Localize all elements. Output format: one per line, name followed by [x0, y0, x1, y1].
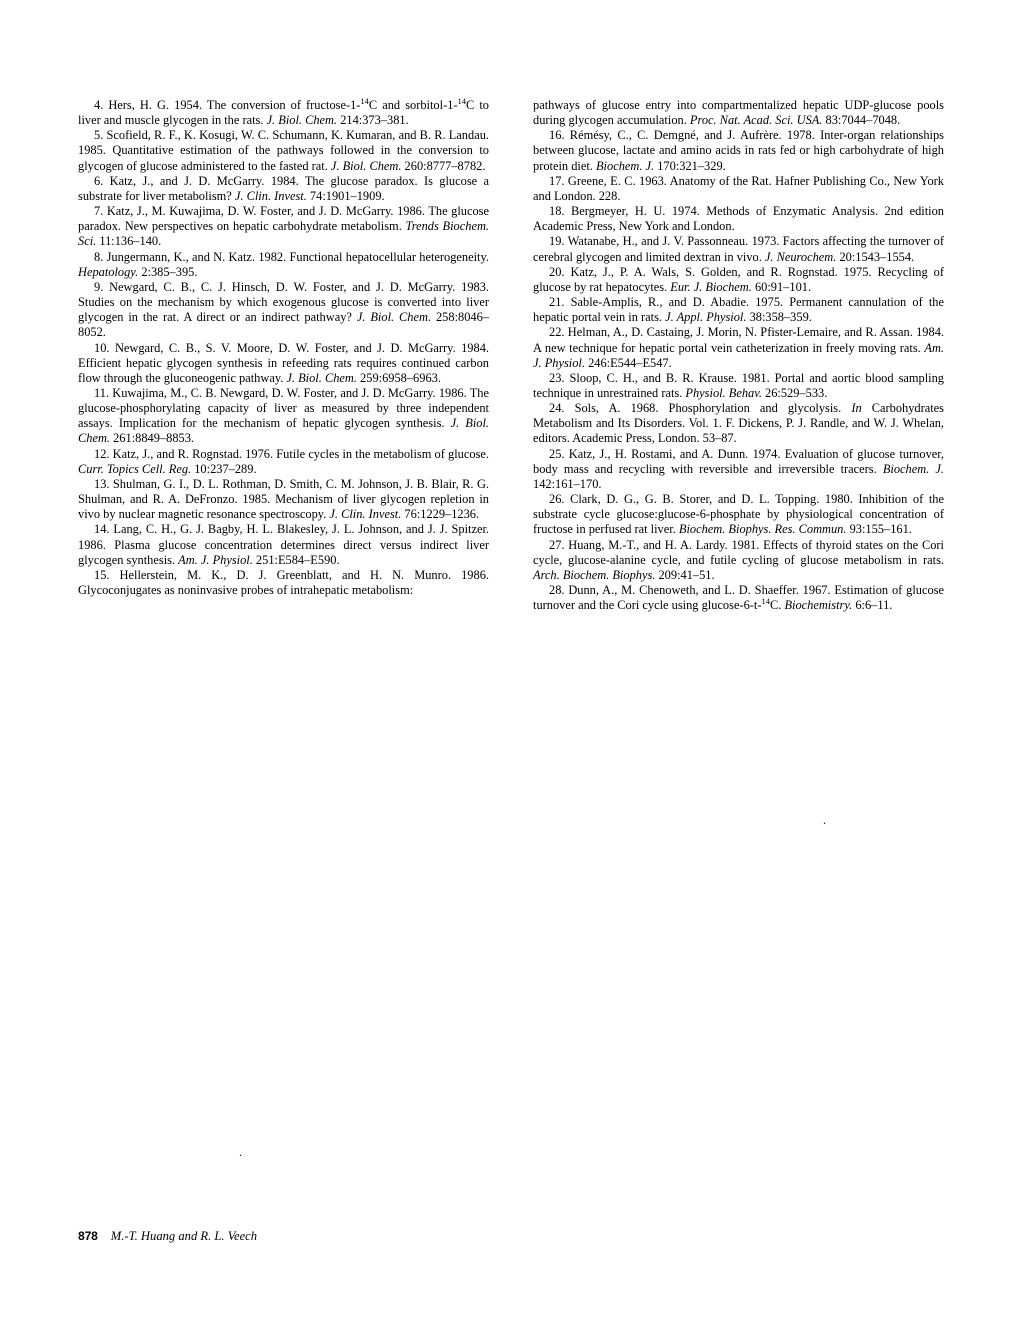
- reference-item: 27. Huang, M.-T., and H. A. Lardy. 1981. Effects of thyroid states on the Cori cycle, glucose-alanine cycle, and futile cycling of glucose metabolism in rats. Arch. Biochem. Biophys. 209:41–51.: [533, 537, 944, 582]
- reference-item: 6. Katz, J., and J. D. McGarry. 1984. The glucose paradox. Is glucose a substrate for liver metabolism? J. Clin. Invest. 74:1901–1909.: [78, 173, 489, 203]
- page-number: 878: [78, 1229, 98, 1243]
- footer-authors: M.-T. Huang and R. L. Veech: [110, 1229, 258, 1243]
- left-column: [78, 95, 489, 613]
- reference-item: 17. Greene, E. C. 1963. Anatomy of the Rat. Hafner Publishing Co., New York and London. 228.: [533, 173, 944, 203]
- page-footer: [78, 1229, 944, 1244]
- reference-item: 11. Kuwajima, M., C. B. Newgard, D. W. Foster, and J. D. McGarry. 1986. The glucose-phosphorylating capacity of liver as measured by three independent assays. Implication for the mechanism of hepatic glycogen synthesis. J. Biol. Chem. 261:8849–8853.: [78, 385, 489, 446]
- reference-item: 7. Katz, J., M. Kuwajima, D. W. Foster, and J. D. McGarry. 1986. The glucose paradox. New perspectives on hepatic carbohydrate metabolism. Trends Biochem. Sci. 11:136–140.: [78, 204, 489, 249]
- reference-item: 26. Clark, D. G., G. B. Storer, and D. L. Topping. 1980. Inhibition of the substrate cycle glucose:glucose-6-phosphate by physiological concentration of fructose in perfused rat liver. Biochem. Biophys. Res. Commun. 93:155–161.: [533, 492, 944, 537]
- reference-columns: [78, 95, 944, 613]
- reference-item: 19. Watanabe, H., and J. V. Passonneau. 1973. Factors affecting the turnover of cerebral glycogen and limited dextran in vivo. J. Neurochem. 20:1543–1554.: [533, 234, 944, 264]
- reference-item: 22. Helman, A., D. Castaing, J. Morin, N. Pfister-Lemaire, and R. Assan. 1984. A new technique for hepatic portal vein catheterization in freely moving rats. Am. J. Physiol. 246:E544–E547.: [533, 325, 944, 370]
- stray-mark-right: .: [823, 813, 826, 827]
- reference-item: 12. Katz, J., and R. Rognstad. 1976. Futile cycles in the metabolism of glucose. Curr. Topics Cell. Reg. 10:237–289.: [78, 446, 489, 476]
- reference-item: 14. Lang, C. H., G. J. Bagby, H. L. Blakesley, J. L. Johnson, and J. J. Spitzer. 1986. Plasma glucose concentration determines direct versus indirect liver glycogen synthesis. Am. J. Physiol. 251:E584–E590.: [78, 522, 489, 567]
- reference-item: 20. Katz, J., P. A. Wals, S. Golden, and R. Rognstad. 1975. Recycling of glucose by rat hepatocytes. Eur. J. Biochem. 60:91–101.: [533, 264, 944, 294]
- reference-item: 23. Sloop, C. H., and B. R. Krause. 1981. Portal and aortic blood sampling technique in unrestrained rats. Physiol. Behav. 26:529–533.: [533, 370, 944, 400]
- reference-item: 28. Dunn, A., M. Chenoweth, and L. D. Shaeffer. 1967. Estimation of glucose turnover and the Cori cycle using glucose-6-t-$^{14}$C. Biochemistry. 6:6–11.: [533, 583, 944, 613]
- reference-item: 13. Shulman, G. I., D. L. Rothman, D. Smith, C. M. Johnson, J. B. Blair, R. G. Shulman, and R. A. DeFronzo. 1985. Mechanism of liver glycogen repletion in vivo by nuclear magnetic resonance spectroscopy. J. Clin. Invest. 76:1229–1236.: [78, 476, 489, 522]
- reference-item-continuation: pathways of glucose entry into compartmentalized hepatic UDP-glucose pools during glycogen accumulation. Proc. Nat. Acad. Sci. USA. 83:7044–7048.: [533, 98, 944, 128]
- reference-item: 10. Newgard, C. B., S. V. Moore, D. W. Foster, and J. D. McGarry. 1984. Efficient hepatic glycogen synthesis in refeeding rats requires continued carbon flow through the gluconeogenic pathway. J. Biol. Chem. 259:6958–6963.: [78, 340, 489, 385]
- reference-item: 4. Hers, H. G. 1954. The conversion of fructose-1-$^{14}$C and sorbitol-1-$^{14}$C to liver and muscle glycogen in the rats. J. Biol. Chem. 214:373–381.: [78, 95, 489, 128]
- right-column: [533, 98, 944, 613]
- reference-item: 21. Sable-Amplis, R., and D. Abadie. 1975. Permanent cannulation of the hepatic portal vein in rats. J. Appl. Physiol. 38:358–359.: [533, 295, 944, 325]
- reference-item: 18. Bergmeyer, H. U. 1974. Methods of Enzymatic Analysis. 2nd edition Academic Press, New York and London.: [533, 204, 944, 234]
- reference-item: 25. Katz, J., H. Rostami, and A. Dunn. 1974. Evaluation of glucose turnover, body mass and recycling with reversible and irreversible tracers. Biochem. J. 142:161–170.: [533, 446, 944, 491]
- reference-item: 5. Scofield, R. F., K. Kosugi, W. C. Schumann, K. Kumaran, and B. R. Landau. 1985. Quantitative estimation of the pathways followed in the conversion to glycogen of glucose administered to the fasted rat. J. Biol. Chem. 260:8777–8782.: [78, 128, 489, 173]
- reference-item: 9. Newgard, C. B., C. J. Hinsch, D. W. Foster, and J. D. McGarry. 1983. Studies on the mechanism by which exogenous glucose is converted into liver glycogen in the rat. A direct or an indirect pathway? J. Biol. Chem. 258:8046–8052.: [78, 279, 489, 340]
- reference-item: 24. Sols, A. 1968. Phosphorylation and glycolysis. In Carbohydrates Metabolism and Its Disorders. Vol. 1. F. Dickens, P. J. Randle, and W. J. Whelan, editors. Academic Press, London. 53–87.: [533, 401, 944, 446]
- reference-item: 16. Rémésy, C., C. Demgné, and J. Aufrère. 1978. Inter-organ relationships between glucose, lactate and amino acids in rats fed or high carbohydrate of high protein diet. Biochem. J. 170:321–329.: [533, 128, 944, 173]
- reference-item: 15. Hellerstein, M. K., D. J. Greenblatt, and H. N. Munro. 1986. Glycoconjugates as noninvasive probes of intrahepatic metabolism:: [78, 567, 489, 597]
- reference-item: 8. Jungermann, K., and N. Katz. 1982. Functional hepatocellular heterogeneity. Hepatology. 2:385–395.: [78, 249, 489, 279]
- stray-mark-left: .: [239, 1145, 242, 1159]
